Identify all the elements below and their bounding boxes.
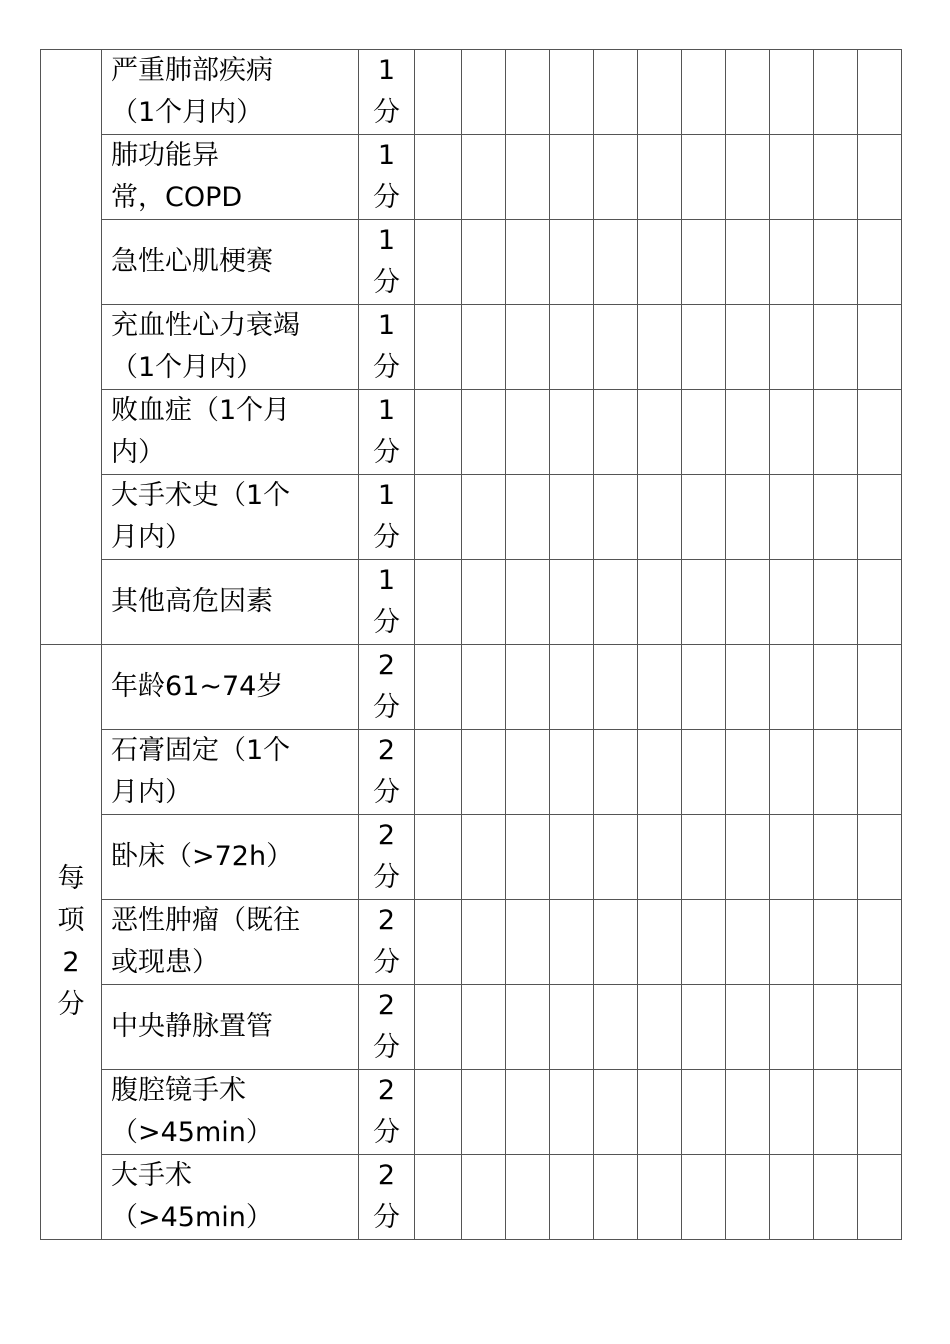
blank-entry-cell[interactable]: [814, 560, 858, 645]
blank-entry-cell[interactable]: [638, 305, 682, 390]
blank-entry-cell[interactable]: [770, 985, 814, 1070]
score-value: 1 分: [373, 565, 400, 638]
blank-entry-cell[interactable]: [506, 1070, 550, 1155]
score-value: 2 分: [373, 820, 400, 893]
group-label-cell: [41, 645, 102, 1240]
blank-entry-cell[interactable]: [550, 220, 594, 305]
blank-entry-cell[interactable]: [858, 390, 902, 475]
blank-entry-cell[interactable]: [594, 1070, 638, 1155]
blank-entry-cell[interactable]: [770, 305, 814, 390]
blank-entry-cell[interactable]: [550, 730, 594, 815]
score-value: 2 分: [373, 1075, 400, 1148]
score-cell: [359, 985, 415, 1070]
blank-entry-cell[interactable]: [415, 1070, 462, 1155]
blank-entry-cell[interactable]: [770, 730, 814, 815]
risk-factor-name: 大手术 （>45min）: [111, 1160, 273, 1233]
blank-entry-cell[interactable]: [550, 475, 594, 560]
score-value: 2 分: [373, 650, 400, 723]
blank-entry-cell[interactable]: [550, 50, 594, 135]
blank-entry-cell[interactable]: [638, 645, 682, 730]
blank-entry-cell[interactable]: [682, 730, 726, 815]
blank-entry-cell[interactable]: [638, 900, 682, 985]
risk-factor-cell: [102, 390, 359, 475]
blank-entry-cell[interactable]: [550, 985, 594, 1070]
blank-entry-cell[interactable]: [770, 1155, 814, 1240]
blank-entry-cell[interactable]: [726, 305, 770, 390]
risk-factor-name: 急性心肌梗赛: [111, 246, 273, 277]
score-value: 1 分: [373, 480, 400, 553]
blank-entry-cell[interactable]: [594, 50, 638, 135]
score-cell: [359, 900, 415, 985]
risk-factor-cell: [102, 50, 359, 135]
table-row: [41, 560, 902, 645]
score-value: 2 分: [373, 905, 400, 978]
table-row: [41, 220, 902, 305]
risk-factor-cell: [102, 1155, 359, 1240]
score-cell: [359, 135, 415, 220]
risk-factor-cell: [102, 1070, 359, 1155]
score-cell: [359, 390, 415, 475]
score-cell: [359, 815, 415, 900]
blank-entry-cell[interactable]: [770, 1070, 814, 1155]
blank-entry-cell[interactable]: [726, 730, 770, 815]
risk-factor-name: 中央静脉置管: [111, 1011, 273, 1042]
score-cell: [359, 645, 415, 730]
table-row: [41, 135, 902, 220]
risk-factor-name: 石膏固定（1个 月内）: [111, 735, 291, 808]
blank-entry-cell[interactable]: [594, 815, 638, 900]
blank-entry-cell[interactable]: [594, 135, 638, 220]
blank-entry-cell[interactable]: [506, 730, 550, 815]
risk-factor-cell: [102, 475, 359, 560]
risk-factor-name: 充血性心力衰竭 （1个月内）: [111, 310, 300, 383]
blank-entry-cell[interactable]: [550, 560, 594, 645]
blank-entry-cell[interactable]: [858, 135, 902, 220]
blank-entry-cell[interactable]: [770, 560, 814, 645]
blank-entry-cell[interactable]: [415, 730, 462, 815]
blank-entry-cell[interactable]: [462, 220, 506, 305]
risk-factor-cell: [102, 985, 359, 1070]
blank-entry-cell[interactable]: [682, 985, 726, 1070]
blank-entry-cell[interactable]: [726, 560, 770, 645]
risk-factor-name: 严重肺部疾病 （1个月内）: [111, 55, 273, 128]
table-row: [41, 305, 902, 390]
blank-entry-cell[interactable]: [594, 1155, 638, 1240]
table-body: [41, 50, 902, 1240]
blank-entry-cell[interactable]: [682, 305, 726, 390]
score-cell: [359, 475, 415, 560]
blank-entry-cell[interactable]: [682, 135, 726, 220]
blank-entry-cell[interactable]: [462, 390, 506, 475]
blank-entry-cell[interactable]: [770, 50, 814, 135]
risk-factor-name: 其他高危因素: [111, 586, 273, 617]
blank-entry-cell[interactable]: [770, 815, 814, 900]
blank-entry-cell[interactable]: [814, 1155, 858, 1240]
blank-entry-cell[interactable]: [506, 50, 550, 135]
blank-entry-cell[interactable]: [814, 1070, 858, 1155]
blank-entry-cell[interactable]: [858, 815, 902, 900]
blank-entry-cell[interactable]: [415, 1155, 462, 1240]
blank-entry-cell[interactable]: [682, 645, 726, 730]
score-cell: [359, 730, 415, 815]
blank-entry-cell[interactable]: [770, 645, 814, 730]
blank-entry-cell[interactable]: [858, 560, 902, 645]
blank-entry-cell[interactable]: [594, 985, 638, 1070]
score-value: 2 分: [373, 735, 400, 808]
blank-entry-cell[interactable]: [682, 220, 726, 305]
group-label-cell: [41, 50, 102, 645]
blank-entry-cell[interactable]: [814, 305, 858, 390]
blank-entry-cell[interactable]: [638, 220, 682, 305]
score-value: 2 分: [373, 1160, 400, 1233]
blank-entry-cell[interactable]: [682, 475, 726, 560]
blank-entry-cell[interactable]: [814, 390, 858, 475]
blank-entry-cell[interactable]: [506, 390, 550, 475]
score-value: 1 分: [373, 140, 400, 213]
blank-entry-cell[interactable]: [506, 815, 550, 900]
blank-entry-cell[interactable]: [858, 1070, 902, 1155]
risk-factor-cell: [102, 135, 359, 220]
blank-entry-cell[interactable]: [726, 815, 770, 900]
blank-entry-cell[interactable]: [638, 390, 682, 475]
risk-factor-name: 败血症（1个月 内）: [111, 395, 291, 468]
blank-entry-cell[interactable]: [594, 645, 638, 730]
blank-entry-cell[interactable]: [462, 985, 506, 1070]
risk-factor-cell: [102, 815, 359, 900]
blank-entry-cell[interactable]: [770, 390, 814, 475]
blank-entry-cell[interactable]: [858, 305, 902, 390]
blank-entry-cell[interactable]: [594, 390, 638, 475]
blank-entry-cell[interactable]: [682, 815, 726, 900]
table-row: [41, 730, 902, 815]
risk-factor-cell: [102, 220, 359, 305]
blank-entry-cell[interactable]: [638, 1070, 682, 1155]
blank-entry-cell[interactable]: [462, 475, 506, 560]
blank-entry-cell[interactable]: [638, 475, 682, 560]
blank-entry-cell[interactable]: [770, 220, 814, 305]
blank-entry-cell[interactable]: [506, 475, 550, 560]
blank-entry-cell[interactable]: [814, 50, 858, 135]
table-row: [41, 815, 902, 900]
score-cell: [359, 305, 415, 390]
score-value: 2 分: [373, 990, 400, 1063]
table-row: [41, 50, 902, 135]
blank-entry-cell[interactable]: [462, 305, 506, 390]
blank-entry-cell[interactable]: [726, 50, 770, 135]
risk-factor-cell: [102, 645, 359, 730]
blank-entry-cell[interactable]: [462, 900, 506, 985]
blank-entry-cell[interactable]: [682, 1070, 726, 1155]
risk-score-table: [40, 49, 902, 1240]
blank-entry-cell[interactable]: [415, 645, 462, 730]
blank-entry-cell[interactable]: [462, 50, 506, 135]
blank-entry-cell[interactable]: [462, 730, 506, 815]
blank-entry-cell[interactable]: [550, 390, 594, 475]
risk-factor-name: 年龄61~74岁: [111, 671, 284, 702]
blank-entry-cell[interactable]: [550, 1155, 594, 1240]
blank-entry-cell[interactable]: [550, 900, 594, 985]
blank-entry-cell[interactable]: [638, 560, 682, 645]
score-cell: [359, 50, 415, 135]
blank-entry-cell[interactable]: [726, 135, 770, 220]
blank-entry-cell[interactable]: [726, 985, 770, 1070]
score-value: 1 分: [373, 395, 400, 468]
blank-entry-cell[interactable]: [506, 135, 550, 220]
blank-entry-cell[interactable]: [415, 560, 462, 645]
blank-entry-cell[interactable]: [638, 135, 682, 220]
blank-entry-cell[interactable]: [726, 900, 770, 985]
blank-entry-cell[interactable]: [415, 135, 462, 220]
blank-entry-cell[interactable]: [770, 475, 814, 560]
blank-entry-cell[interactable]: [814, 900, 858, 985]
blank-entry-cell[interactable]: [638, 1155, 682, 1240]
blank-entry-cell[interactable]: [415, 900, 462, 985]
blank-entry-cell[interactable]: [726, 475, 770, 560]
blank-entry-cell[interactable]: [682, 50, 726, 135]
blank-entry-cell[interactable]: [462, 1070, 506, 1155]
blank-entry-cell[interactable]: [415, 390, 462, 475]
blank-entry-cell[interactable]: [462, 1155, 506, 1240]
blank-entry-cell[interactable]: [550, 305, 594, 390]
blank-entry-cell[interactable]: [814, 475, 858, 560]
risk-factor-cell: [102, 730, 359, 815]
blank-entry-cell[interactable]: [550, 135, 594, 220]
blank-entry-cell[interactable]: [462, 645, 506, 730]
blank-entry-cell[interactable]: [415, 305, 462, 390]
blank-entry-cell[interactable]: [726, 390, 770, 475]
blank-entry-cell[interactable]: [594, 305, 638, 390]
group-label: 每项2分: [57, 863, 85, 1020]
blank-entry-cell[interactable]: [415, 985, 462, 1070]
blank-entry-cell[interactable]: [726, 645, 770, 730]
blank-entry-cell[interactable]: [506, 220, 550, 305]
blank-entry-cell[interactable]: [726, 1070, 770, 1155]
table-row: [41, 475, 902, 560]
blank-entry-cell[interactable]: [415, 475, 462, 560]
blank-entry-cell[interactable]: [858, 645, 902, 730]
blank-entry-cell[interactable]: [858, 50, 902, 135]
blank-entry-cell[interactable]: [506, 900, 550, 985]
blank-entry-cell[interactable]: [814, 645, 858, 730]
risk-factor-name: 恶性肿瘤（既往 或现患）: [111, 905, 300, 978]
table-row: [41, 1155, 902, 1240]
score-cell: [359, 1070, 415, 1155]
table-row: [41, 1070, 902, 1155]
table-row: [41, 900, 902, 985]
blank-entry-cell[interactable]: [858, 985, 902, 1070]
score-cell: [359, 560, 415, 645]
blank-entry-cell[interactable]: [415, 815, 462, 900]
blank-entry-cell[interactable]: [858, 730, 902, 815]
blank-entry-cell[interactable]: [415, 220, 462, 305]
risk-factor-cell: [102, 560, 359, 645]
score-value: 1 分: [373, 225, 400, 298]
blank-entry-cell[interactable]: [638, 985, 682, 1070]
blank-entry-cell[interactable]: [638, 815, 682, 900]
blank-entry-cell[interactable]: [462, 560, 506, 645]
blank-entry-cell[interactable]: [814, 135, 858, 220]
blank-entry-cell[interactable]: [638, 50, 682, 135]
blank-entry-cell[interactable]: [726, 1155, 770, 1240]
blank-entry-cell[interactable]: [682, 560, 726, 645]
table-row: [41, 645, 902, 730]
score-cell: [359, 220, 415, 305]
blank-entry-cell[interactable]: [814, 730, 858, 815]
risk-factor-cell: [102, 900, 359, 985]
blank-entry-cell[interactable]: [770, 900, 814, 985]
blank-entry-cell[interactable]: [550, 1070, 594, 1155]
blank-entry-cell[interactable]: [814, 815, 858, 900]
table-row: [41, 985, 902, 1070]
blank-entry-cell[interactable]: [682, 390, 726, 475]
blank-entry-cell[interactable]: [506, 1155, 550, 1240]
score-cell: [359, 1155, 415, 1240]
blank-entry-cell[interactable]: [814, 220, 858, 305]
blank-entry-cell[interactable]: [594, 475, 638, 560]
table-row: [41, 390, 902, 475]
blank-entry-cell[interactable]: [726, 220, 770, 305]
blank-entry-cell[interactable]: [506, 305, 550, 390]
risk-factor-name: 大手术史（1个 月内）: [111, 480, 291, 553]
blank-entry-cell[interactable]: [858, 475, 902, 560]
blank-entry-cell[interactable]: [506, 560, 550, 645]
blank-entry-cell[interactable]: [594, 730, 638, 815]
blank-entry-cell[interactable]: [594, 900, 638, 985]
blank-entry-cell[interactable]: [462, 815, 506, 900]
blank-entry-cell[interactable]: [506, 985, 550, 1070]
score-value: 1 分: [373, 310, 400, 383]
blank-entry-cell[interactable]: [858, 220, 902, 305]
blank-entry-cell[interactable]: [682, 1155, 726, 1240]
blank-entry-cell[interactable]: [770, 135, 814, 220]
blank-entry-cell[interactable]: [858, 900, 902, 985]
blank-entry-cell[interactable]: [814, 985, 858, 1070]
risk-factor-name: 卧床（>72h）: [111, 841, 294, 872]
blank-entry-cell[interactable]: [594, 220, 638, 305]
blank-entry-cell[interactable]: [550, 815, 594, 900]
blank-entry-cell[interactable]: [858, 1155, 902, 1240]
blank-entry-cell[interactable]: [594, 560, 638, 645]
blank-entry-cell[interactable]: [638, 730, 682, 815]
risk-factor-name: 腹腔镜手术 （>45min）: [111, 1075, 273, 1148]
blank-entry-cell[interactable]: [415, 50, 462, 135]
risk-factor-cell: [102, 305, 359, 390]
blank-entry-cell[interactable]: [550, 645, 594, 730]
blank-entry-cell[interactable]: [506, 645, 550, 730]
blank-entry-cell[interactable]: [682, 900, 726, 985]
score-value: 1 分: [373, 55, 400, 128]
risk-factor-name: 肺功能异 常，COPD: [111, 140, 243, 213]
blank-entry-cell[interactable]: [462, 135, 506, 220]
